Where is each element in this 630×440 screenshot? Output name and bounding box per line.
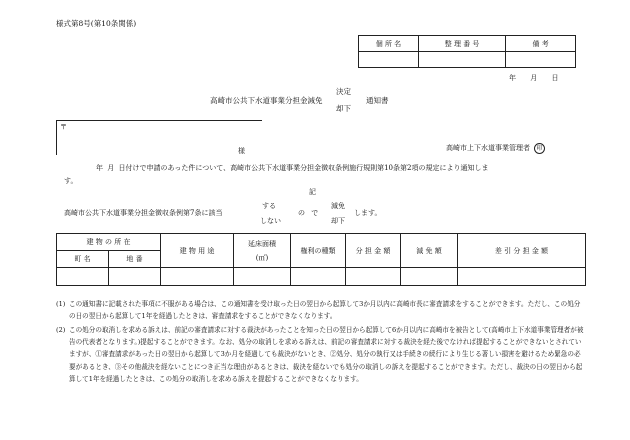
share-amount-header: 分 担 金 額 [346,234,401,268]
decision-result-rejection: 却下 [331,217,345,225]
reduction-amount-header: 減 免 額 [401,234,458,268]
office-table [358,35,576,68]
ki-heading: 記 [309,188,316,196]
issuer [446,143,545,154]
share-amount-cell[interactable] [346,268,401,286]
issuer-name: 高崎市上下水道事業管理者 [446,144,530,152]
notice-title-prefix: 高崎市公共下水道事業分担金減免 [210,96,323,105]
reference-number-cell[interactable] [418,52,505,68]
decision-result-reduction: 減免 [331,202,345,210]
reference-number-header: 整 理 番 号 [418,36,505,52]
body-text-line1: 年 月 日付けで申請のあった件について、高崎市公共下水道事業分担金徴収条例施行規則第10条第2項の規定により通知しま [96,164,489,172]
note-2 [56,324,586,385]
lot-number-cell[interactable] [109,268,161,286]
floor-area-label: 延床面積 [248,239,276,248]
decision-option-applies: する [262,202,276,210]
decision-prefix: 高崎市公共下水道事業分担金徴収条例第7条に該当 [64,209,223,217]
town-cell[interactable] [57,268,109,286]
note-1-text: この通知書に記載された事項に不服がある場合は、この通知書を受け取った日の翌日から起算して3か月以内に高崎市長に審査請求をすることができます。ただし、この処分の日の翌日から起算して1年を経過したときは、審査請求をすることができなくなります。 [69,300,581,321]
lot-number-header: 地 番 [109,251,161,268]
right-type-header: 権利の種類 [291,234,346,268]
decision-option-not-applies: しない [260,217,281,225]
floor-area-header [234,234,291,268]
note-1-number: (1) [56,300,66,308]
property-table [56,233,586,286]
note-1 [56,298,586,322]
decision-connector: の で [298,209,319,217]
notice-title-suffix: 通知書 [366,96,389,105]
town-header: 町 名 [57,251,109,268]
office-name-header: 個 所 名 [359,36,419,52]
usage-cell[interactable] [161,268,234,286]
body-text-line2: す。 [64,177,78,185]
decision-suffix: します。 [354,209,382,217]
net-amount-cell[interactable] [458,268,586,286]
reduction-amount-cell[interactable] [401,268,458,286]
right-type-cell[interactable] [291,268,346,286]
net-amount-header: 差 引 分 担 金 額 [458,234,586,268]
location-header: 建 物 の 所 在 [57,234,161,251]
note-2-text: この処分の取消しを求める訴えは、前記の審査請求に対する裁決があったことを知った日の翌日から起算して6か月以内に高崎市を被告として(高崎市上下水道事業管理者が被告の代表者となります。)提起することができます。なお、処分の取消しを求める訴えは、前記の審査請求に対する裁決を経た後でなければ提起することができないとされていますが、①審査請求があった日の翌日から起算して3か月を経過しても裁決がないとき、②処分、処分の執行又は手続きの続行により生じる著しい損害を避けるため緊急の必要があるとき、③その他裁決を経ないことにつき正当な理由があるときは、裁決を経ないでも処分の取消しの訴えを提起することができます。ただし、裁決の日の翌日から起算して1年を経過したときは、この処分の取消しを求める訴えを提起することができなくなります。 [69,326,584,383]
recipient-honorific: 様 [238,147,245,155]
seal-icon: 印 [534,143,545,154]
form-number: 様式第8号(第10条関係) [56,19,137,28]
usage-header: 建 物 用 途 [161,234,234,268]
floor-area-unit: (㎡) [255,253,269,262]
remarks-header: 備 考 [506,36,576,52]
office-name-cell[interactable] [359,52,419,68]
floor-area-cell[interactable] [234,268,291,286]
postal-mark: 〒 [60,123,67,131]
address-box [56,120,262,155]
note-2-number: (2) [56,326,66,334]
remarks-cell[interactable] [506,52,576,68]
notice-title-rejection: 却下 [336,104,351,113]
issue-date: 年 月 日 [509,74,559,82]
notice-title-decision: 決定 [336,87,351,96]
